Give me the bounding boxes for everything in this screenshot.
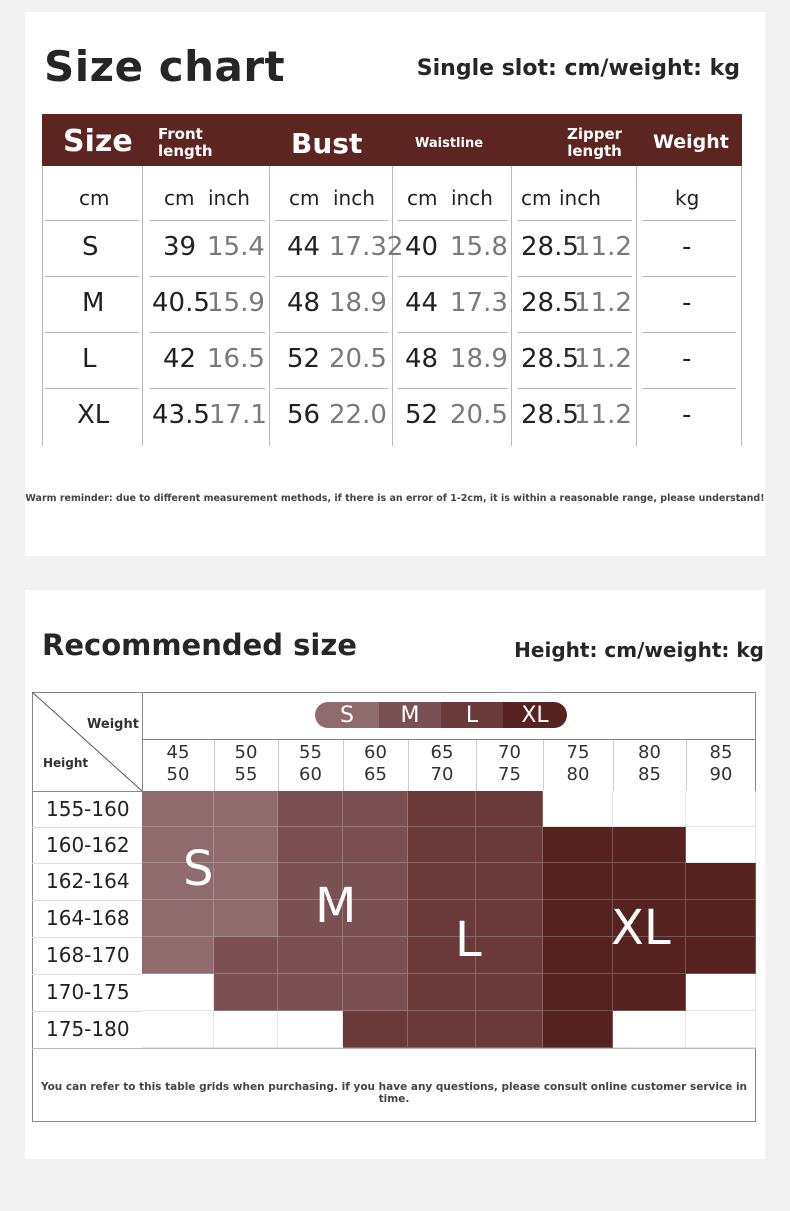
grid-cell-l	[476, 937, 543, 974]
grid-cell-empty	[686, 827, 756, 863]
bust-cm: 52	[287, 344, 321, 374]
grid-cell-xl	[613, 974, 686, 1011]
grid-cell-l	[476, 791, 543, 827]
header-zipper-length: Zipper length	[567, 125, 623, 160]
row-divider	[518, 332, 632, 333]
legend-l: L	[441, 702, 503, 728]
front-length-cm: 43.5	[152, 400, 210, 430]
row-divider	[45, 388, 139, 389]
grid-cell-l	[408, 827, 476, 863]
zipper-inch: 11.2	[574, 344, 632, 374]
row-divider	[642, 276, 736, 277]
grid-cell-xl	[613, 827, 686, 863]
row-divider	[398, 332, 508, 333]
region-label-xl: XL	[611, 900, 671, 956]
unit-cm: cm	[289, 186, 320, 210]
grid-cell-m	[278, 827, 343, 863]
row-divider	[398, 388, 508, 389]
waist-cm: 48	[405, 344, 439, 374]
row-divider	[642, 332, 736, 333]
height-row-divider	[32, 1011, 142, 1012]
row-divider	[45, 220, 139, 221]
grid-cell-xl	[543, 974, 613, 1011]
size-label-l: L	[82, 344, 97, 374]
grid-cell-l	[408, 1011, 476, 1048]
grid-cell-s	[142, 937, 214, 974]
corner-height-label: Height	[43, 756, 89, 770]
front-length-cm: 40.5	[152, 288, 210, 318]
weight-range-header: 75 80	[566, 742, 590, 785]
grid-cell-m	[278, 937, 343, 974]
grid-cell-xl	[543, 900, 613, 937]
grid-cell-s	[214, 827, 278, 863]
grid-cell-l	[408, 974, 476, 1011]
column-divider	[511, 166, 512, 446]
zipper-cm: 28.5	[521, 232, 579, 262]
unit-size-cm: cm	[79, 186, 110, 210]
size-label-xl: XL	[77, 400, 110, 430]
row-divider	[518, 388, 632, 389]
weight-range-header: 85 90	[709, 742, 733, 785]
grid-cell-xl	[613, 863, 686, 900]
grid-cell-s	[214, 863, 278, 900]
zipper-cm: 28.5	[521, 400, 579, 430]
waist-cm: 44	[405, 288, 439, 318]
grid-cell-empty	[686, 974, 756, 1011]
row-divider	[45, 276, 139, 277]
grid-cell-xl	[686, 937, 756, 974]
grid-cell-m	[278, 974, 343, 1011]
unit-cm: cm	[164, 186, 195, 210]
grid-cell-xl	[543, 827, 613, 863]
recommended-unit-note: Height: cm/weight: kg	[514, 638, 764, 662]
waist-cm: 52	[405, 400, 439, 430]
header-waistline: Waistline	[415, 136, 484, 151]
column-divider	[392, 166, 393, 446]
grid-cell-l	[476, 974, 543, 1011]
grid-cell-l	[476, 827, 543, 863]
grid-cell-m	[214, 974, 278, 1011]
grid-cell-m	[343, 974, 408, 1011]
front-length-inch: 16.5	[207, 344, 265, 374]
waist-inch: 20.5	[450, 400, 508, 430]
region-label-m: M	[315, 878, 357, 934]
front-length-cm: 39	[163, 232, 197, 262]
waist-cm: 40	[405, 232, 439, 262]
zipper-cm: 28.5	[521, 288, 579, 318]
weight-value: -	[682, 344, 692, 374]
unit-cm: cm	[521, 186, 552, 210]
header-front-length: Front length	[158, 125, 213, 160]
grid-cell-s	[142, 900, 214, 937]
waist-inch: 15.8	[450, 232, 508, 262]
weight-range-header: 80 85	[638, 742, 661, 785]
size-label-m: M	[82, 288, 105, 318]
size-chart-title: Size chart	[44, 42, 286, 91]
unit-inch: inch	[333, 186, 375, 210]
grid-cell-m	[343, 791, 408, 827]
height-row-divider	[32, 900, 142, 901]
grid-cell-l	[408, 863, 476, 900]
column-divider	[269, 166, 270, 446]
unit-inch: inch	[451, 186, 493, 210]
size-chart-table	[42, 166, 742, 446]
height-row-divider	[32, 863, 142, 864]
row-divider	[642, 388, 736, 389]
bust-inch: 18.9	[329, 288, 387, 318]
bust-cm: 56	[287, 400, 321, 430]
header-size: Size	[63, 124, 133, 159]
grid-cell-s	[214, 791, 278, 827]
column-divider	[142, 166, 143, 446]
grid-cell-empty	[214, 1011, 278, 1048]
grid-cell-xl	[543, 863, 613, 900]
header-bust: Bust	[291, 127, 363, 160]
weight-value: -	[682, 288, 692, 318]
row-divider	[150, 276, 265, 277]
weight-range-header: 60 65	[364, 742, 387, 785]
weight-value: -	[682, 400, 692, 430]
height-range-label: 162-164	[46, 869, 130, 893]
grid-cell-empty	[686, 1011, 756, 1048]
grid-cell-l	[408, 791, 476, 827]
header-weight: Weight	[653, 131, 729, 153]
grid-cell-empty	[278, 1011, 343, 1048]
zipper-inch: 11.2	[574, 232, 632, 262]
grid-cell-xl	[543, 937, 613, 974]
weight-range-header: 45 50	[166, 742, 190, 785]
recommended-size-title: Recommended size	[42, 628, 357, 662]
row-divider	[275, 388, 388, 389]
unit-inch: inch	[559, 186, 601, 210]
grid-cell-m	[343, 937, 408, 974]
grid-cell-l	[476, 863, 543, 900]
grid-cell-l	[476, 900, 543, 937]
grid-cell-empty	[613, 1011, 686, 1048]
size-label-s: S	[82, 232, 99, 262]
row-divider	[642, 220, 736, 221]
height-range-label: 170-175	[46, 980, 130, 1004]
grid-cell-s	[214, 900, 278, 937]
front-length-inch: 17.1	[209, 400, 267, 430]
column-divider	[741, 166, 742, 446]
height-range-label: 168-170	[46, 943, 130, 967]
grid-cell-xl	[686, 900, 756, 937]
grid-cell-m	[278, 791, 343, 827]
grid-bottom-divider	[32, 1048, 756, 1049]
height-range-label: 160-162	[46, 833, 130, 857]
row-divider	[150, 332, 265, 333]
row-divider	[275, 332, 388, 333]
grid-cell-empty	[613, 791, 686, 827]
waist-inch: 18.9	[450, 344, 508, 374]
legend-divider	[142, 739, 756, 740]
front-length-inch: 15.9	[207, 288, 265, 318]
weight-range-header: 65 70	[430, 742, 454, 785]
bust-inch: 17.32	[329, 232, 404, 262]
region-label-l: L	[455, 912, 482, 968]
grid-cell-empty	[686, 791, 756, 827]
bust-inch: 22.0	[329, 400, 387, 430]
weight-value: -	[682, 232, 692, 262]
grid-cell-xl	[686, 863, 756, 900]
column-divider	[42, 166, 43, 446]
zipper-inch: 11.2	[574, 400, 632, 430]
front-length-inch: 15.4	[207, 232, 265, 262]
grid-cell-l	[476, 1011, 543, 1048]
row-divider	[398, 276, 508, 277]
row-divider	[275, 220, 388, 221]
height-row-divider	[32, 827, 142, 828]
height-range-label: 164-168	[46, 906, 130, 930]
grid-cell-m	[214, 937, 278, 974]
size-chart-unit-note: Single slot: cm/weight: kg	[416, 56, 740, 81]
weight-range-header: 50 55	[234, 742, 258, 785]
height-range-label: 155-160	[46, 797, 130, 821]
zipper-cm: 28.5	[521, 344, 579, 374]
grid-cell-xl	[543, 1011, 613, 1048]
bust-cm: 44	[287, 232, 321, 262]
recommended-footer-note: You can refer to this table grids when purchasing. if you have any questions, please consult online customer service in time.	[40, 1081, 748, 1105]
unit-cm: cm	[407, 186, 438, 210]
region-label-s: S	[183, 841, 214, 897]
zipper-inch: 11.2	[574, 288, 632, 318]
warm-reminder: Warm reminder: due to different measurement methods, if there is an error of 1-2cm, it is within a reasonable range, please understand!	[25, 493, 765, 504]
grid-cell-empty	[142, 1011, 214, 1048]
legend-m: M	[379, 702, 441, 728]
height-range-label: 175-180	[46, 1017, 130, 1041]
row-divider	[150, 220, 265, 221]
weight-range-header: 55 60	[299, 742, 322, 785]
bust-cm: 48	[287, 288, 321, 318]
grid-cell-l	[343, 1011, 408, 1048]
corner-weight-label: Weight	[87, 717, 139, 732]
legend-s: S	[315, 702, 379, 728]
bust-inch: 20.5	[329, 344, 387, 374]
row-divider	[518, 220, 632, 221]
unit-kg: kg	[675, 186, 700, 210]
column-divider	[636, 166, 637, 446]
height-row-divider	[32, 937, 142, 938]
row-divider	[518, 276, 632, 277]
row-divider	[275, 276, 388, 277]
front-length-cm: 42	[163, 344, 197, 374]
height-row-divider	[32, 974, 142, 975]
grid-cell-empty	[543, 791, 613, 827]
corner-diagonal	[32, 692, 142, 792]
unit-inch: inch	[208, 186, 250, 210]
legend-xl: XL	[503, 702, 567, 728]
grid-cell-m	[343, 827, 408, 863]
waist-inch: 17.3	[450, 288, 508, 318]
row-divider	[398, 220, 508, 221]
weight-range-header: 70 75	[498, 742, 521, 785]
size-chart-header	[42, 114, 742, 166]
row-divider	[45, 332, 139, 333]
grid-cell-s	[142, 791, 214, 827]
row-divider	[150, 388, 265, 389]
grid-cell-empty	[142, 974, 214, 1011]
